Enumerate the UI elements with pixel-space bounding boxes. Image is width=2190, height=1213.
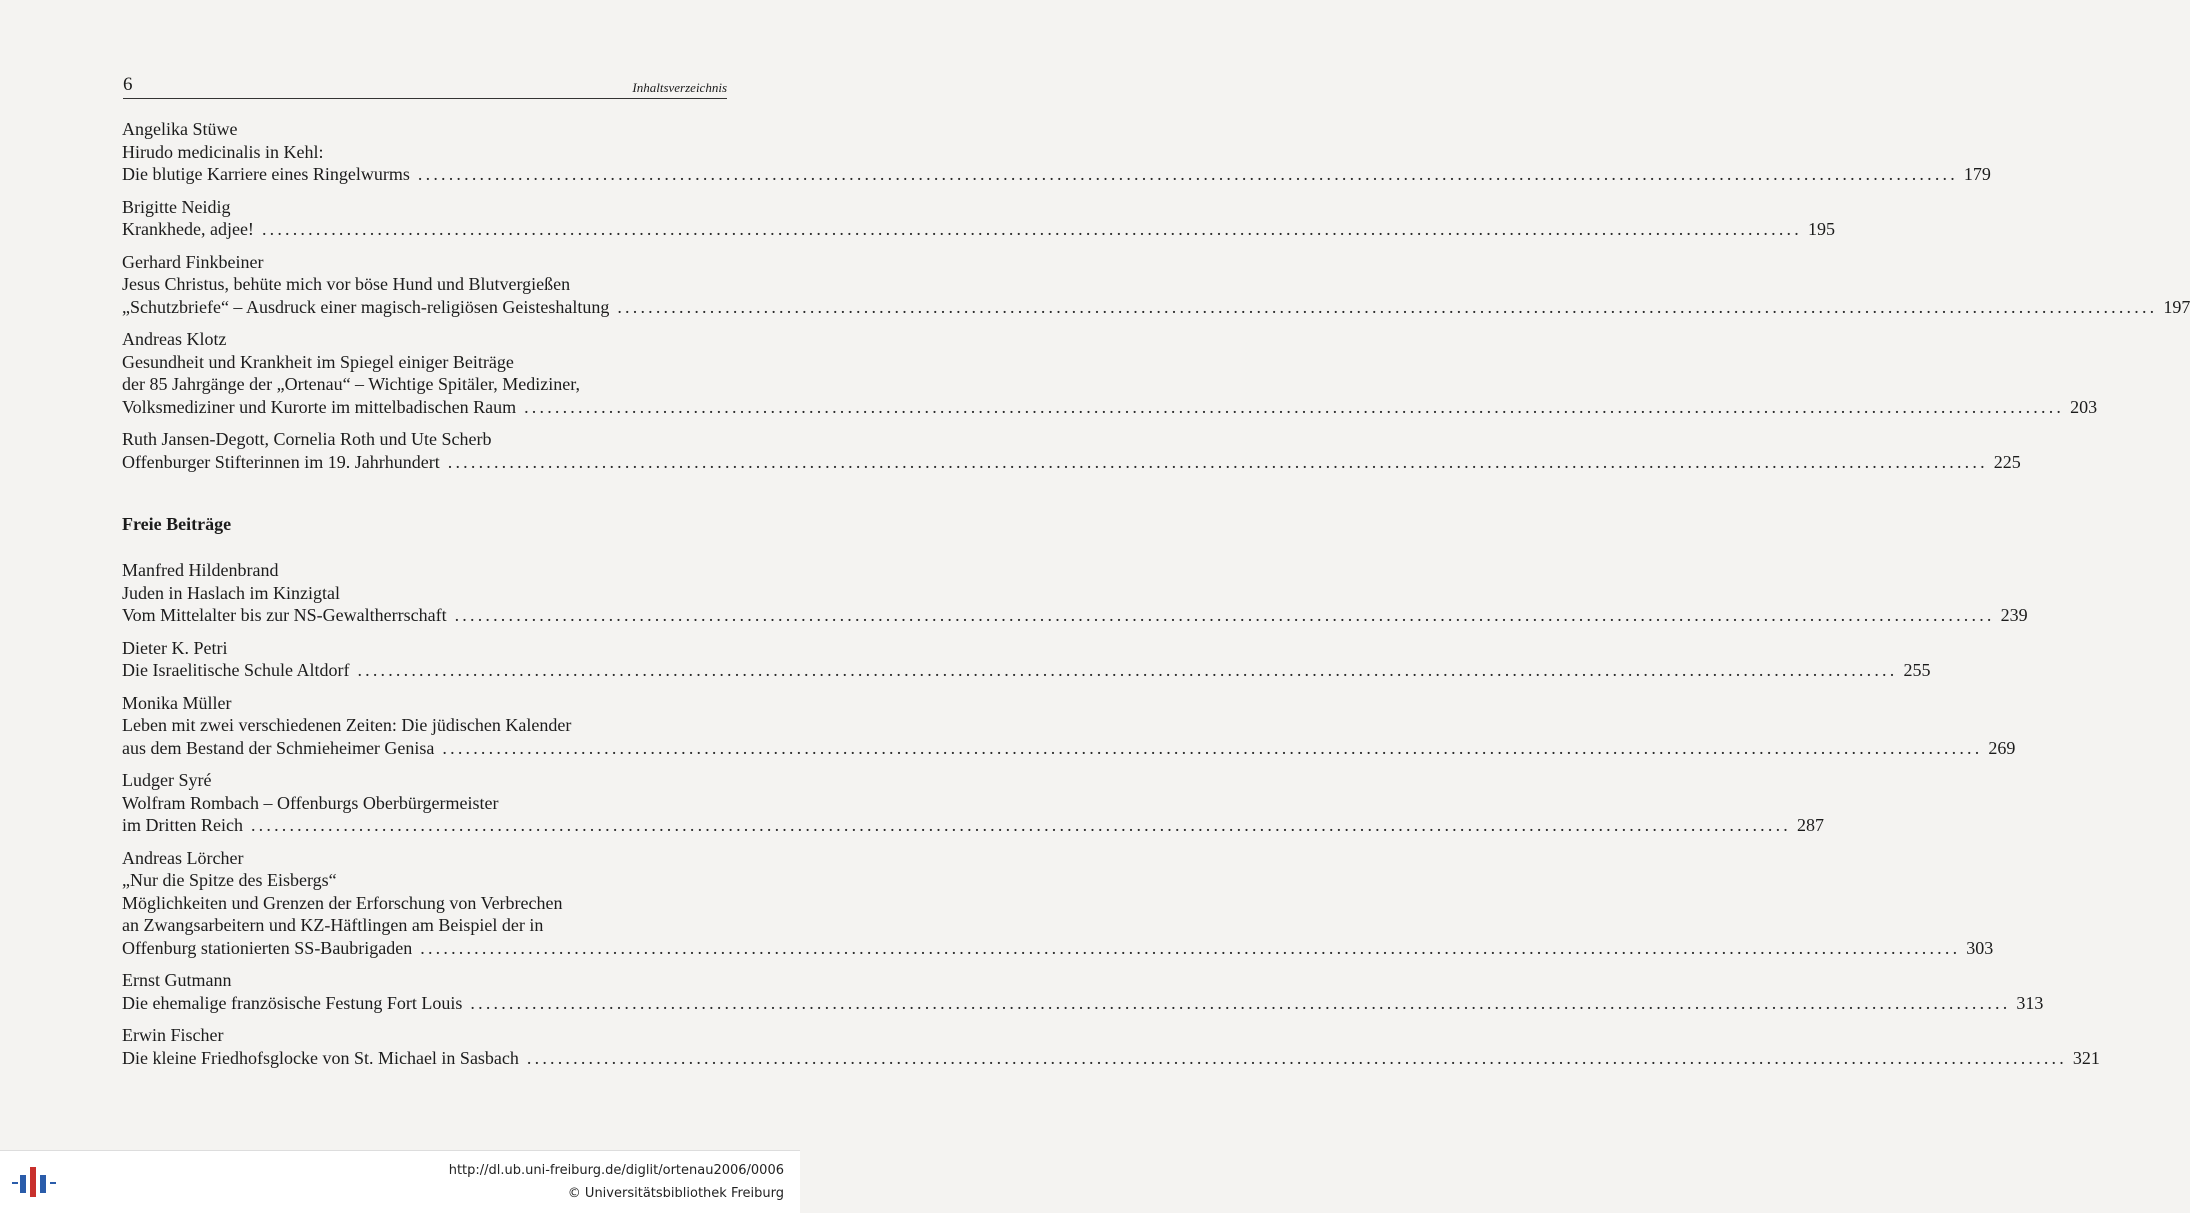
entry-title-line: Gesundheit und Krankheit im Spiegel einiger Beiträge [122, 351, 514, 372]
entry-author: Gerhard Finkbeiner [122, 251, 264, 272]
entry-author: Angelika Stüwe [122, 119, 238, 139]
entry-last-line [122, 218, 1835, 240]
viewer-footer [0, 1150, 800, 1213]
leader-dots: ........................................................................................................................................................................................................ [420, 937, 1961, 958]
entry-author: Dieter K. Petri [122, 637, 228, 658]
entry-last-line [122, 992, 2044, 1014]
leader-dots: ........................................................................................................................................................................................................ [357, 660, 1898, 680]
entry-last-line [122, 163, 1991, 185]
entry-author: Ernst Gutmann [122, 970, 232, 990]
entry-author: Monika Müller [122, 692, 232, 713]
library-logo-icon [10, 1165, 58, 1199]
entry-last-line [122, 604, 2028, 626]
entry-last-line [122, 451, 2021, 473]
entry-author: Erwin Fischer [122, 1025, 224, 1045]
header-rule [123, 98, 727, 99]
entry-page-number: 195 [1807, 219, 1835, 239]
entry-last-line [122, 737, 2016, 759]
leader-dots: ........................................................................................................................................................................................................ [524, 396, 2065, 417]
entry-title-line: Möglichkeiten und Grenzen der Erforschung von Verbrechen [122, 892, 563, 913]
entry-last-line [122, 396, 2098, 418]
leader-dots: ........................................................................................................................................................................................................ [617, 296, 2158, 317]
entry-author: Andreas Klotz [122, 329, 227, 349]
entry-title-text: Offenburger Stifterinnen im 19. Jahrhundert [122, 451, 440, 472]
leader-dots: ........................................................................................................................................................................................................ [417, 164, 1958, 184]
entry-page-number: 239 [2000, 605, 2028, 625]
leader-dots: ........................................................................................................................................................................................................ [442, 737, 1983, 758]
running-title: Inhaltsverzeichnis [632, 80, 727, 95]
entry-author: Ludger Syré [122, 770, 212, 790]
entry-author: Andreas Lörcher [122, 847, 244, 868]
entry-title-text: „Schutzbriefe“ – Ausdruck einer magisch-religiösen Geisteshaltung [122, 296, 610, 317]
entry-title-text: Volksmediziner und Kurorte im mittelbadischen Raum [122, 396, 517, 417]
entry-title-text: Vom Mittelalter bis zur NS-Gewaltherrschaft [122, 605, 447, 625]
entry-page-number: 313 [2016, 992, 2044, 1013]
entry-page-number: 197 [2163, 296, 2190, 317]
entry-author: Brigitte Neidig [122, 196, 231, 217]
entry-title-text: Offenburg stationierten SS-Baubrigaden [122, 937, 413, 958]
page-number: 6 [123, 74, 133, 95]
entry-title-text: Die kleine Friedhofsglocke von St. Michael in Sasbach [122, 1047, 519, 1068]
leader-dots: ........................................................................................................................................................................................................ [470, 992, 2011, 1013]
leader-dots: ........................................................................................................................................................................................................ [526, 1047, 2067, 1068]
entry-title-line: „Nur die Spitze des Eisbergs“ [122, 870, 337, 890]
entry-title-line: Jesus Christus, behüte mich vor böse Hund und Blutvergießen [122, 274, 571, 294]
entry-page-number: 179 [1963, 164, 1991, 184]
section-title: Freie Beiträge [122, 514, 232, 534]
entry-title-line: der 85 Jahrgänge der „Ortenau“ – Wichtige Spitäler, Mediziner, [122, 374, 580, 394]
entry-title-line: an Zwangsarbeitern und KZ-Häftlingen am Beispiel der in [122, 915, 544, 935]
entry-last-line [122, 1047, 2100, 1069]
entry-last-line [122, 659, 1931, 681]
entry-title-text: Die blutige Karriere eines Ringelwurms [122, 164, 410, 184]
entry-page-number: 321 [2072, 1047, 2100, 1068]
entry-page-number: 303 [1966, 937, 1994, 958]
entry-page-number: 225 [1993, 451, 2021, 472]
entry-page-number: 255 [1903, 660, 1931, 680]
entry-title-line: Leben mit zwei verschiedenen Zeiten: Die jüdischen Kalender [122, 715, 572, 735]
entry-last-line [122, 296, 2190, 318]
entry-author: Ruth Jansen-Degott, Cornelia Roth und Ute Scherb [122, 429, 492, 449]
leader-dots: ........................................................................................................................................................................................................ [261, 219, 1802, 239]
leader-dots: ........................................................................................................................................................................................................ [454, 605, 1995, 625]
source-url-link[interactable]: http://dl.ub.uni-freiburg.de/diglit/ortenau2006/0006 [448, 1163, 784, 1178]
entry-title-text: im Dritten Reich [122, 815, 243, 835]
entry-title-line: Juden in Haslach im Kinzigtal [122, 582, 340, 603]
entry-title-text: Die ehemalige französische Festung Fort Louis [122, 992, 463, 1013]
entry-page-number: 287 [1796, 815, 1824, 835]
entry-last-line [122, 814, 1824, 836]
entry-title-line: Hirudo medicinalis in Kehl: [122, 141, 324, 162]
copyright-notice: © Universitätsbibliothek Freiburg [567, 1186, 784, 1201]
entry-title-text: Krankhede, adjee! [122, 219, 254, 239]
leader-dots: ........................................................................................................................................................................................................ [250, 815, 1791, 835]
entry-page-number: 269 [1988, 737, 2016, 758]
entry-page-number: 203 [2070, 396, 2098, 417]
entry-title-line: Wolfram Rombach – Offenburgs Oberbürgermeister [122, 792, 499, 813]
entry-title-text: Die Israelitische Schule Altdorf [122, 660, 350, 680]
entry-last-line [122, 937, 1994, 959]
entry-title-text: aus dem Bestand der Schmieheimer Genisa [122, 737, 435, 758]
entry-author: Manfred Hildenbrand [122, 560, 279, 580]
leader-dots: ........................................................................................................................................................................................................ [447, 451, 1988, 472]
